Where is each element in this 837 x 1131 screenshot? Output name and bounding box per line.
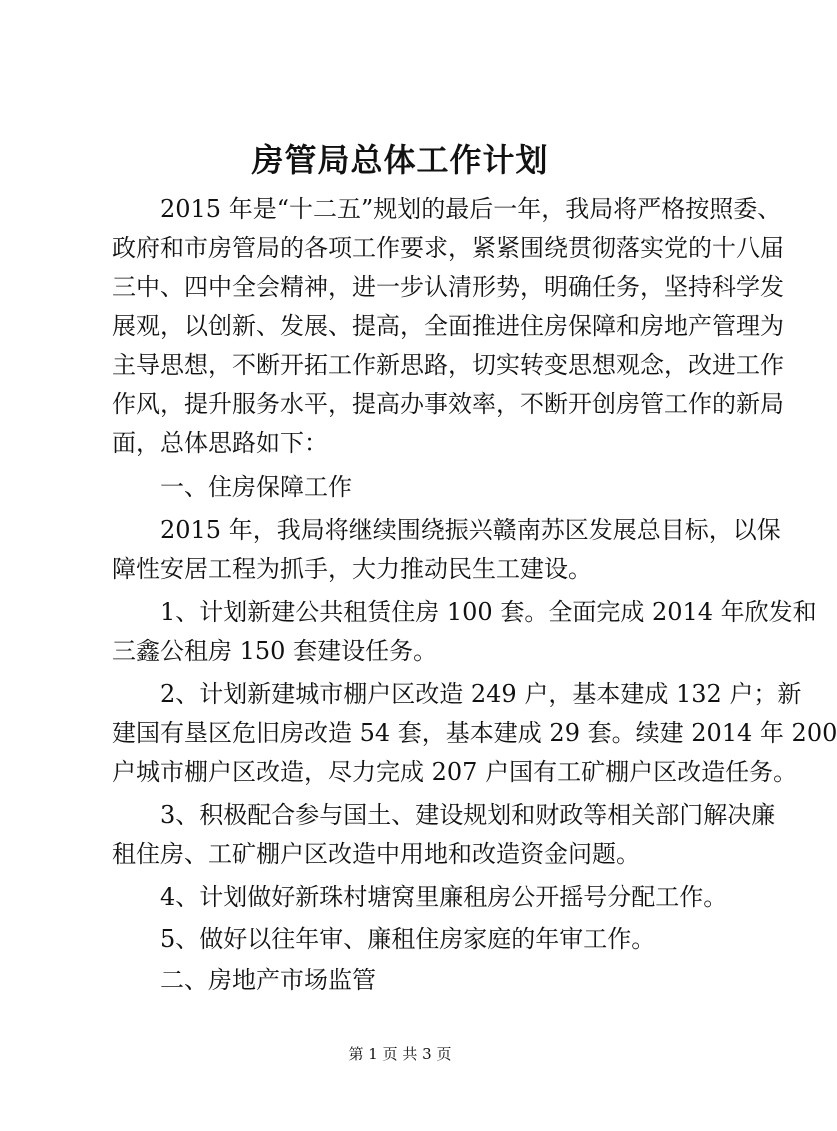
page-footer: 第 1 页 共 3 页 <box>348 1045 452 1063</box>
paragraph-line: 主导思想，不断开拓工作新思路，切实转变思想观念，改进工作 <box>112 351 784 379</box>
list-item-line: 4、计划做好新珠村塘窝里廉租房公开摇号分配工作。 <box>160 883 728 911</box>
paragraph-line: 2015 年是“十二五”规划的最后一年，我局将严格按照委、 <box>160 195 782 223</box>
list-item-line: 三鑫公租房 150 套建设任务。 <box>112 637 438 665</box>
list-item-line: 建国有垦区危旧房改造 54 套，基本建成 29 套。续建 2014 年 200 <box>112 719 837 747</box>
list-item-line: 3、积极配合参与国土、建设规划和财政等相关部门解决廉 <box>160 801 776 829</box>
list-item-line: 2、计划新建城市棚户区改造 249 户，基本建成 132 户；新 <box>160 680 802 708</box>
paragraph-line: 面，总体思路如下： <box>112 429 328 457</box>
list-item-line: 租住房、工矿棚户区改造中用地和改造资金问题。 <box>112 840 640 868</box>
list-item-line: 1、计划新建公共租赁住房 100 套。全面完成 2014 年欣发和 <box>160 598 817 626</box>
paragraph-line: 三中、四中全会精神，进一步认清形势，明确任务，坚持科学发 <box>112 273 784 301</box>
list-item-line: 户城市棚户区改造，尽力完成 207 户国有工矿棚户区改造任务。 <box>112 758 798 786</box>
paragraph-line: 作风，提升服务水平，提高办事效率，不断开创房管工作的新局 <box>112 390 784 418</box>
paragraph-line: 2015 年，我局将继续围绕振兴赣南苏区发展总目标，以保 <box>160 516 781 544</box>
section-heading: 二、房地产市场监管 <box>160 966 376 994</box>
document-title: 房管局总体工作计划 <box>251 141 549 179</box>
paragraph-line: 障性安居工程为抓手，大力推动民生工建设。 <box>112 555 592 583</box>
paragraph-line: 展观，以创新、发展、提高，全面推进住房保障和房地产管理为 <box>112 312 784 340</box>
paragraph-line: 政府和市房管局的各项工作要求，紧紧围绕贯彻落实党的十八届 <box>112 234 784 262</box>
list-item-line: 5、做好以往年审、廉租住房家庭的年审工作。 <box>160 925 656 953</box>
section-heading: 一、住房保障工作 <box>160 473 352 501</box>
